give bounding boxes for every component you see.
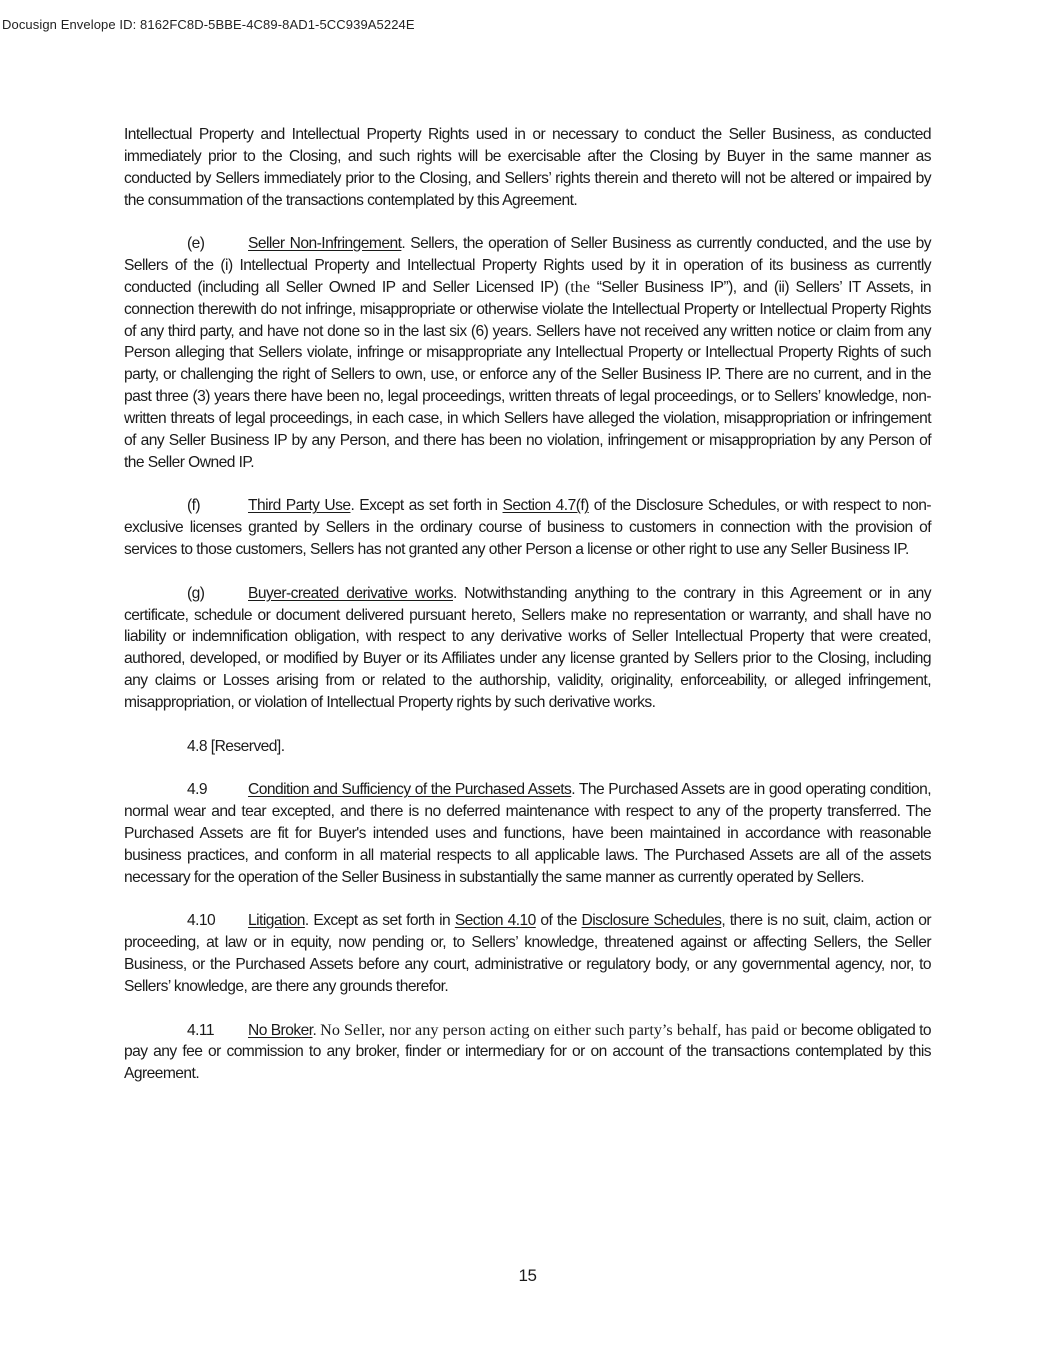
section-e-seller-non-infringement xyxy=(124,233,931,473)
section-text: of the xyxy=(535,912,582,930)
section-text: of the Disclosure Schedules, or with respect to non-exclusive licenses granted by Sellers in the ordinary course of business to customers in connection with the provision of services to those customers, Sellers has not granted any other Person a license or other right to use any Seller Business IP. xyxy=(124,497,931,559)
section-label: 4.10 xyxy=(187,912,216,930)
docusign-envelope-id: Docusign Envelope ID: 8162FC8D-5BBE-4C89-8AD1-5CC939A5224E xyxy=(2,17,415,32)
section-label: 4.9 xyxy=(187,781,208,799)
section-4-8-reserved: 4.8 [Reserved]. xyxy=(187,737,285,755)
section-text: . xyxy=(312,1021,321,1039)
section-text-serif: (the xyxy=(564,277,597,296)
page-number: 15 xyxy=(518,1266,537,1285)
disclosure-schedules-reference: Disclosure Schedules xyxy=(581,912,722,930)
section-text: . Except as set forth in xyxy=(350,497,503,515)
section-label: 4.11 xyxy=(187,1021,214,1039)
section-4-11-no-broker xyxy=(124,1020,931,1086)
intro-paragraph: Intellectual Property and Intellectual Property Rights used in or necessary to conduct the Seller Business, as conducted immediately prior to the Closing, and such rights will be exercisable after the Closing by Buyer in the same manner as conducted by Sellers immediately prior to the Closing, and Sellers’ rights therein and thereto will not be altered or impaired by the consummation of the transactions contemplated by this Agreement. xyxy=(124,126,931,209)
section-reference-link: Section 4.7(f) xyxy=(502,497,589,515)
section-label: (g) xyxy=(187,584,205,602)
section-heading: Condition and Sufficiency of the Purchased Assets xyxy=(248,781,572,799)
section-reference-link: Section 4.10 xyxy=(454,912,536,930)
section-heading: No Broker xyxy=(248,1021,313,1039)
section-text: become obligated to pay any fee or commission to any broker, finder or intermediary for or on account of the transactions contemplated by this Agreement. xyxy=(124,1021,931,1083)
section-heading: Litigation xyxy=(248,912,305,930)
document-page xyxy=(124,124,931,1107)
section-4-10-litigation xyxy=(124,910,931,997)
section-label: (f) xyxy=(187,497,201,515)
section-4-9-condition-sufficiency xyxy=(124,779,931,888)
section-text-serif: No Seller, nor any person acting on either such party’s behalf, has paid or xyxy=(320,1020,801,1039)
section-text: “Seller Business IP”), and (ii) Sellers’ IT Assets, in connection therewith do not infringe, misappropriate or otherwise violate the Intellectual Property or Intellectual Property Rights of any third party, and have not done so in the last six (6) years. Sellers have not received any written notice or claim from any Person alleging that Sellers violate, infringe or misappropriate any Intellectual Property or Intellectual Property Rights of such party, or challenging the right of Sellers to own, use, or enforce any of the Seller Business IP. There are no current, and in the past three (3) years there have been no, legal proceedings, written threats of legal proceedings, or to Sellers’ knowledge, non-written threats of legal proceedings, in each case, in which Sellers have alleged the violation, misappropriation or infringement of any Seller Business IP by any Person, and there has been no violation, infringement or misappropriation by any Person of the Seller Owned IP. xyxy=(124,278,932,471)
section-heading: Seller Non-Infringement xyxy=(248,235,402,253)
section-text: . Sellers, the operation of Seller Business as currently conducted, and the use by Sellers of the (i) Intellectual Property and Intellectual Property Rights used by it in operation of its business as currently conducted (including all Seller Owned IP and Seller Licensed IP) xyxy=(124,235,932,296)
section-text: . The Purchased Assets are in good operating condition, normal wear and tear excepted, and there is no deferred maintenance with respect to any of the property transferred. The Purchased Assets are fit for Buyer's intended uses and functions, have been maintained in accordance with reasonable business practices, and conform in all material respects to all applicable laws. The Purchased Assets are all of the assets necessary for the operation of the Seller Business in substantially the same manner as currently operated by Sellers. xyxy=(124,781,931,886)
section-text: . Notwithstanding anything to the contrary in this Agreement or in any certificate, schedule or document delivered pursuant hereto, Sellers make no representation or warranty, and shall have no liability or indemnification obligation, with respect to any derivative works of Seller Intellectual Property that were created, authored, developed, or modified by Buyer or its Affiliates under any license granted by Sellers prior to the Closing, including any claims or Losses arising from or related to the authorship, validity, originality, enforceability, or alleged infringement, misappropriation, or violation of Intellectual Property rights by such derivative works. xyxy=(124,584,931,711)
section-text: . Except as set forth in xyxy=(304,912,455,930)
section-f-third-party-use xyxy=(124,495,931,561)
section-g-buyer-created-derivative-works xyxy=(124,583,931,714)
section-heading: Buyer-created derivative works xyxy=(248,584,453,602)
section-label: (e) xyxy=(187,235,205,253)
section-text: , there is no suit, claim, action or proceeding, at law or in equity, now pending or, to Sellers’ knowledge, threatened against or affecting Sellers, the Seller Business, or the Purchased Assets before any court, administrative or regulatory body, or any governmental agency, nor, to Sellers’ knowledge, are there any grounds therefor. xyxy=(124,912,932,995)
section-heading: Third Party Use xyxy=(248,497,351,515)
